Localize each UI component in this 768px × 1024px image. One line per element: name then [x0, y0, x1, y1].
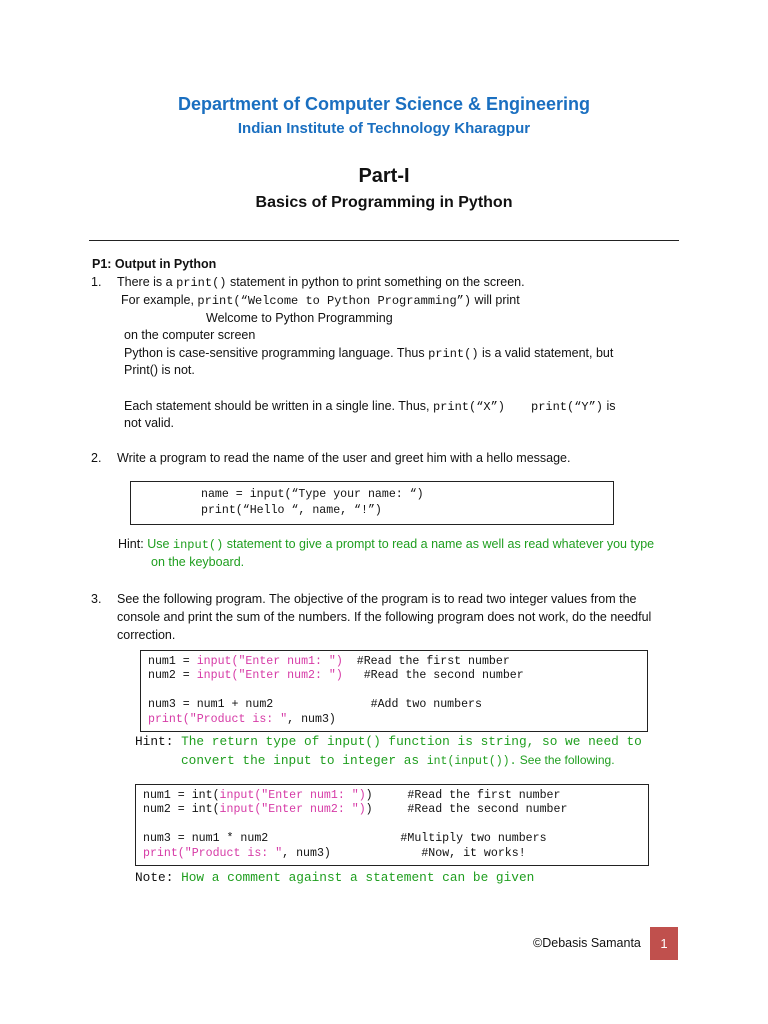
- code-b-line1-fn: input: [219, 789, 255, 802]
- code-a-line4-fn: print: [148, 713, 183, 726]
- item1-line2-text-a: For example,: [121, 293, 198, 307]
- p1-heading: P1: Output in Python: [92, 257, 217, 271]
- item1-line5: [124, 344, 613, 363]
- item3-code-box-b: [135, 784, 649, 866]
- code-a-line1-fn: input: [196, 655, 232, 668]
- code-b-line3-comment: #Multiply two numbers: [268, 832, 547, 845]
- page-number-badge: [650, 927, 678, 960]
- code-b-line4: [143, 847, 526, 861]
- code-a-line3-comment: #Add two numbers: [273, 698, 482, 711]
- item1-line7-text-a: Each statement should be written in a single line. Thus,: [124, 399, 433, 413]
- item1-line5-text-a: Python is case-sensitive programming language. Thus: [124, 346, 429, 360]
- code-b-line1-str: ("Enter num1: "): [254, 789, 366, 802]
- header-divider: [89, 240, 679, 241]
- code-a-line3-assign: num3 = num1 + num2: [148, 698, 274, 711]
- department-title: Department of Computer Science & Engineering: [177, 94, 591, 114]
- code-a-line2-comment: #Read the second number: [342, 669, 524, 682]
- code-b-line1: [143, 789, 560, 803]
- part-title: Part-I: [358, 165, 410, 187]
- item2-text: Write a program to read the name of the user and greet him with a hello message.: [117, 451, 571, 465]
- code-a-line1-str: ("Enter num1: "): [231, 655, 343, 668]
- code-a-line2: [148, 669, 524, 683]
- item2-hint-text-b: statement to give a prompt to read a name as well as read whatever you type: [223, 537, 655, 551]
- item1-number: 1.: [91, 275, 102, 289]
- code-a-line4-str: ("Product is: ": [182, 713, 288, 726]
- item3-note-label: Note:: [135, 870, 182, 885]
- item2-number: 2.: [91, 451, 102, 465]
- code-a-line3: [148, 698, 482, 712]
- code-b-line2-str: ("Enter num2: "): [254, 803, 366, 816]
- item3-code-box-a: [140, 650, 648, 732]
- item1-line6: Print() is not.: [124, 363, 195, 377]
- code-b-line2: [143, 803, 567, 817]
- item3-hint-line2: [181, 751, 615, 771]
- item1-line1-code: print(): [176, 276, 227, 290]
- item3-line3: correction.: [117, 628, 176, 642]
- code-b-line3-assign: num3 = num1 * num2: [143, 832, 269, 845]
- item1-line2-text-b: will print: [471, 293, 520, 307]
- code-b-line1-assign: num1 = int(: [143, 789, 220, 802]
- item3-note-text: How a comment against a statement can be given: [181, 870, 535, 885]
- code-b-line2-comment: #Read the second number: [372, 803, 568, 816]
- code-b-line2-close: ): [365, 803, 373, 816]
- item1-line1-text-a: There is a: [117, 275, 177, 289]
- item2-hint-text-a: Use: [147, 537, 173, 551]
- item1-line2: [121, 291, 520, 310]
- item1-line4: on the computer screen: [124, 328, 256, 342]
- item1-line5-text-b: is a valid statement, but: [478, 346, 614, 360]
- item1-line2-code: print(“Welcome to Python Programming”): [197, 294, 472, 308]
- item1-line5-code: print(): [428, 347, 479, 361]
- code-b-line2-assign: num2 = int(: [143, 803, 220, 816]
- item1-line1-text-b: statement in python to print something on the screen.: [226, 275, 525, 289]
- institute-title: Indian Institute of Technology Kharagpur: [237, 120, 531, 137]
- item3-hint-text-c: See the following.: [516, 753, 615, 767]
- code-b-line1-close: ): [365, 789, 373, 802]
- item3-hint-label: Hint:: [135, 734, 182, 749]
- code-b-line4-fn: print: [143, 847, 178, 860]
- item3-line1: See the following program. The objective of the program is to read two integer values from the: [117, 592, 637, 606]
- code-a-line1-assign: num1 =: [148, 655, 197, 668]
- section-subtitle: Basics of Programming in Python: [255, 194, 513, 211]
- code-b-line4-rest: , num3): [282, 847, 331, 860]
- code-a-line2-fn: input: [196, 669, 232, 682]
- code-b-line2-fn: input: [219, 803, 255, 816]
- code-a-line2-str: ("Enter num2: "): [231, 669, 343, 682]
- item2-code-line2: print(“Hello “, name, “!”): [201, 504, 382, 517]
- item1-line8: not valid.: [124, 416, 175, 430]
- item2-code-line1: name = input(“Type your name: “): [201, 488, 424, 501]
- code-b-line4-str: ("Product is: ": [177, 847, 283, 860]
- code-a-line1: [148, 655, 510, 669]
- page-number: 1: [660, 936, 668, 951]
- item1-line1: [117, 273, 525, 292]
- footer-author: ©Debasis Samanta: [533, 936, 641, 950]
- code-b-line1-comment: #Read the first number: [372, 789, 561, 802]
- item1-line7: [124, 397, 616, 416]
- code-a-line4: [148, 713, 336, 727]
- code-b-line4-comment: #Now, it works!: [330, 847, 526, 860]
- item2-hint: [118, 535, 654, 554]
- code-a-line4-rest: , num3): [287, 713, 336, 726]
- item3-hint-code: int(input()).: [426, 755, 517, 768]
- item1-line7-text-b: is: [603, 399, 616, 413]
- item1-line7-code2: print(“Y”): [531, 400, 604, 414]
- item3-hint-text-b: convert the input to integer as: [181, 753, 427, 768]
- item2-hint-label: Hint:: [118, 537, 148, 551]
- item2-code-box: [130, 481, 614, 525]
- item1-line7-code1: print(“X”): [432, 400, 505, 414]
- item3-hint-text-a: The return type of input() function is string, so we need to: [181, 734, 642, 749]
- item3-hint: [135, 733, 642, 751]
- item2-hint-continued: on the keyboard.: [151, 555, 245, 569]
- item1-line3: Welcome to Python Programming: [206, 311, 393, 325]
- code-b-line3: [143, 832, 547, 846]
- item3-line2: console and print the sum of the numbers. If the following program does not work, do the needful: [117, 610, 652, 624]
- item2-hint-code: input(): [172, 538, 224, 552]
- code-a-line1-comment: #Read the first number: [342, 655, 510, 668]
- item3-number: 3.: [91, 592, 102, 606]
- code-a-line2-assign: num2 =: [148, 669, 197, 682]
- item3-note: [135, 869, 534, 887]
